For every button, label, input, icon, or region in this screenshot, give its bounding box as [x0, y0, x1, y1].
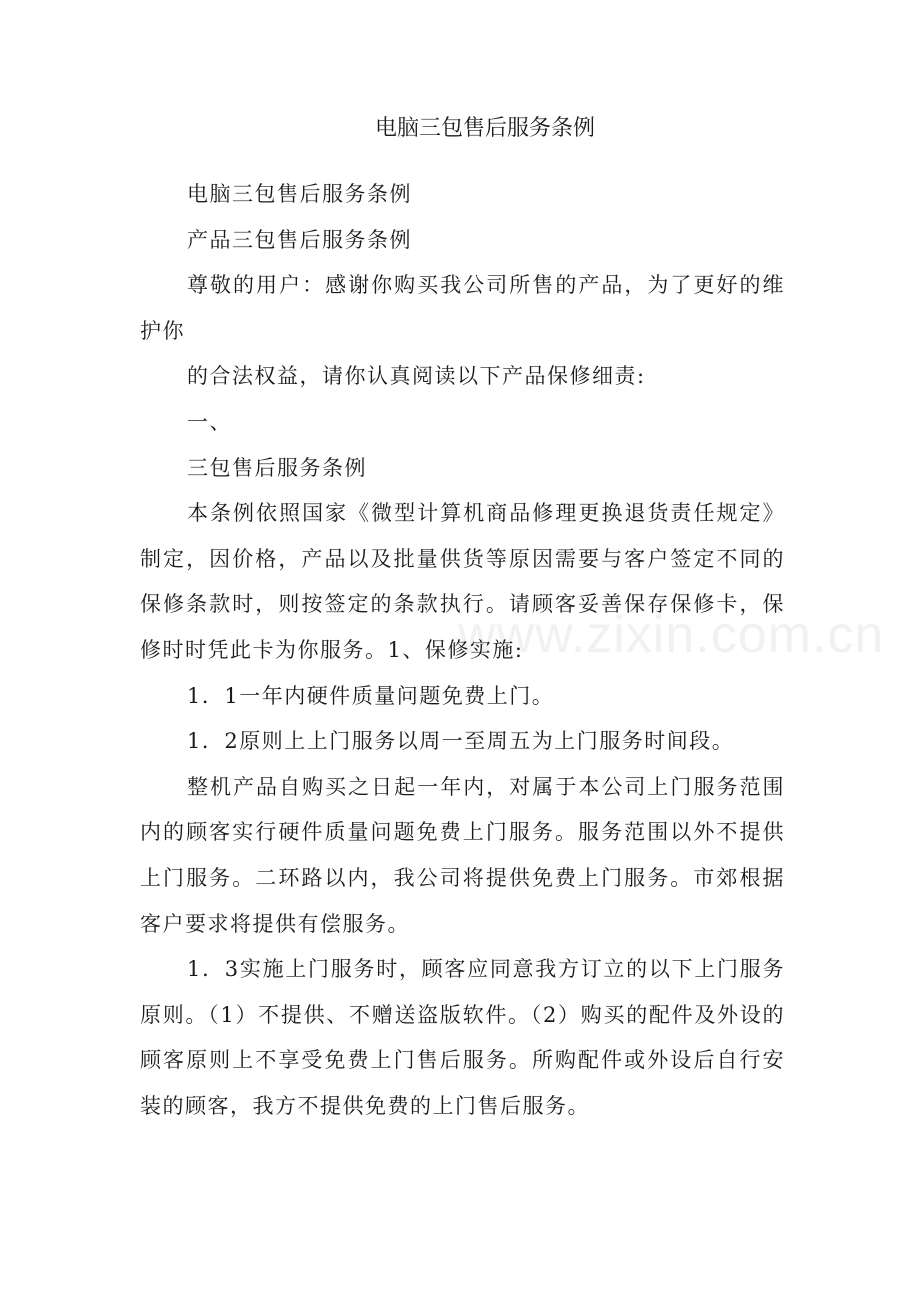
- clause-1-1: 1．1一年内硬件质量问题免费上门。: [187, 683, 555, 708]
- clause-1-3: 1．3实施上门服务时，顾客应同意我方订立的以下上门服务原则。（1）不提供、不赠送盗版软件。（2）购买的配件及外设的顾客原则上不享受免费上门售后服务。所购配件或外设后自行安装的顾客，我方不提供免费的上门售后服务。: [140, 957, 785, 1118]
- document-title: 电脑三包售后服务条例: [374, 116, 595, 141]
- section-heading: 三包售后服务条例: [187, 455, 367, 480]
- document-body: [140, 172, 785, 1129]
- paragraph-heading-2: 产品三包售后服务条例: [187, 227, 412, 252]
- paragraph-heading-1: 电脑三包售后服务条例: [187, 182, 412, 206]
- paragraph-greeting-cont: 的合法权益，请你认真阅读以下产品保修细责:: [187, 364, 646, 389]
- clause-1-2: 1．2原则上上门服务以周一至周五为上门服务时间段。: [187, 729, 735, 754]
- paragraph-service-scope: 整机产品自购买之日起一年内，对属于本公司上门服务范围内的顾客实行硬件质量问题免费上门服务。服务范围以外不提供上门服务。二环路以内，我公司将提供免费上门服务。市郊根据客户要求将提供有偿服务。: [140, 774, 785, 936]
- section-number: 一、: [187, 409, 232, 434]
- paragraph-greeting: 尊敬的用户：感谢你购买我公司所售的产品，为了更好的维护你: [140, 273, 785, 343]
- paragraph-intro: 本条例依照国家《微型计算机商品修理更换退货责任规定》制定，因价格，产品以及批量供货等原因需要与客户签定不同的保修条款时，则按签定的条款执行。请顾客妥善保存保修卡，保修时时凭此卡为你服务。1、保修实施:: [140, 501, 785, 662]
- watermark: www.zixin.com.cn: [458, 606, 885, 664]
